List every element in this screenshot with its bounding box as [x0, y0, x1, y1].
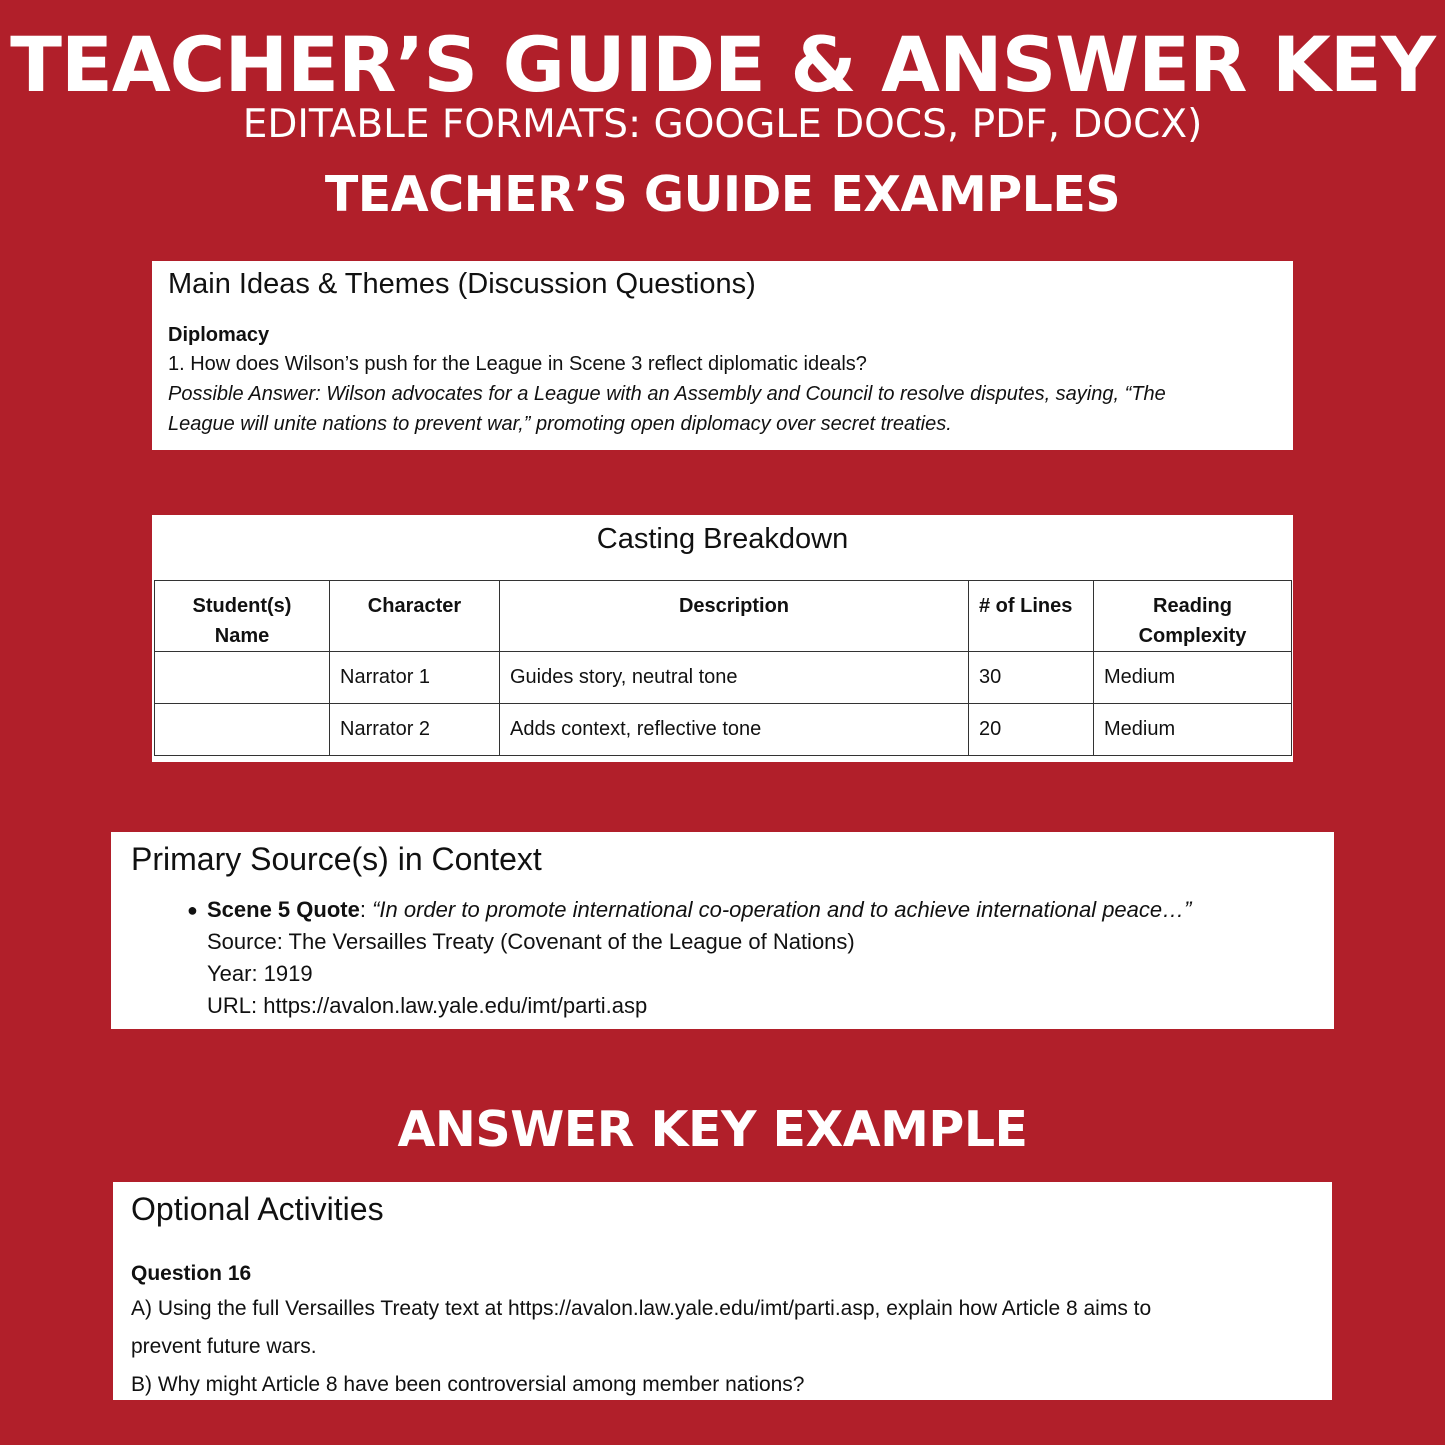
- quote-colon: :: [359, 897, 373, 922]
- primary-source-card: [111, 832, 1334, 1029]
- possible-answer-line-2: League will unite nations to prevent war,” promoting open diplomacy over secret treaties.: [168, 413, 952, 435]
- casting-breakdown-heading: Casting Breakdown: [596, 523, 849, 555]
- possible-answer-line-1: Possible Answer: Wilson advocates for a League with an Assembly and Council to resolve disputes, saying, “The: [168, 383, 1166, 405]
- question-a-line-2: prevent future wars.: [131, 1335, 317, 1358]
- list-item: [131, 894, 1314, 1022]
- answer-key-section-heading: ANSWER KEY EXAMPLE: [397, 1101, 1028, 1158]
- table-cell: Narrator 1: [330, 652, 500, 704]
- table-row: [155, 704, 1292, 756]
- table-cell: 30: [969, 652, 1094, 704]
- main-ideas-card: [152, 261, 1293, 450]
- diplomacy-subheading: Diplomacy: [168, 324, 270, 346]
- table-cell: Medium: [1094, 704, 1292, 756]
- column-header-character: Character: [330, 581, 500, 652]
- table-cell: [155, 652, 330, 704]
- primary-source-heading: Primary Source(s) in Context: [131, 841, 542, 877]
- question-b-line: B) Why might Article 8 have been controversial among member nations?: [131, 1373, 805, 1396]
- casting-table-header-row: [155, 581, 1292, 652]
- casting-table: [154, 580, 1292, 756]
- quote-line: [207, 894, 1314, 926]
- table-cell: [155, 704, 330, 756]
- table-cell: Medium: [1094, 652, 1292, 704]
- column-header-lines: # of Lines: [969, 581, 1094, 652]
- bullet-icon: ●: [187, 900, 198, 920]
- casting-breakdown-card: [152, 515, 1293, 762]
- teacher-guide-section-heading: TEACHER’S GUIDE EXAMPLES: [324, 166, 1121, 223]
- quote-text: “In order to promote international co-operation and to achieve international peace…”: [372, 897, 1192, 922]
- source-line: Source: The Versailles Treaty (Covenant of the League of Nations): [207, 929, 855, 954]
- page-title: TEACHER’S GUIDE & ANSWER KEY: [10, 20, 1435, 109]
- question-a-line-1: A) Using the full Versailles Treaty text at https://avalon.law.yale.edu/imt/parti.asp, explain how Article 8 aims to: [131, 1297, 1152, 1320]
- table-cell: Adds context, reflective tone: [500, 704, 969, 756]
- quote-label: Scene 5 Quote: [207, 897, 360, 922]
- year-line: Year: 1919: [207, 961, 313, 986]
- url-line: URL: https://avalon.law.yale.edu/imt/parti.asp: [207, 993, 648, 1018]
- optional-activities-heading: Optional Activities: [131, 1191, 384, 1227]
- table-cell: 20: [969, 704, 1094, 756]
- column-header-description: Description: [500, 581, 969, 652]
- column-header-student-name: Student(s) Name: [155, 581, 330, 652]
- question-16-subheading: Question 16: [131, 1262, 252, 1285]
- column-header-reading-complexity: Reading Complexity: [1094, 581, 1292, 652]
- table-cell: Narrator 2: [330, 704, 500, 756]
- discussion-question: 1. How does Wilson’s push for the League in Scene 3 reflect diplomatic ideals?: [168, 353, 867, 375]
- table-row: [155, 652, 1292, 704]
- main-ideas-heading: Main Ideas & Themes (Discussion Questions): [168, 268, 756, 300]
- optional-activities-card: [113, 1182, 1332, 1400]
- page-subtitle: EDITABLE FORMATS: GOOGLE DOCS, PDF, DOCX): [242, 102, 1203, 147]
- table-cell: Guides story, neutral tone: [500, 652, 969, 704]
